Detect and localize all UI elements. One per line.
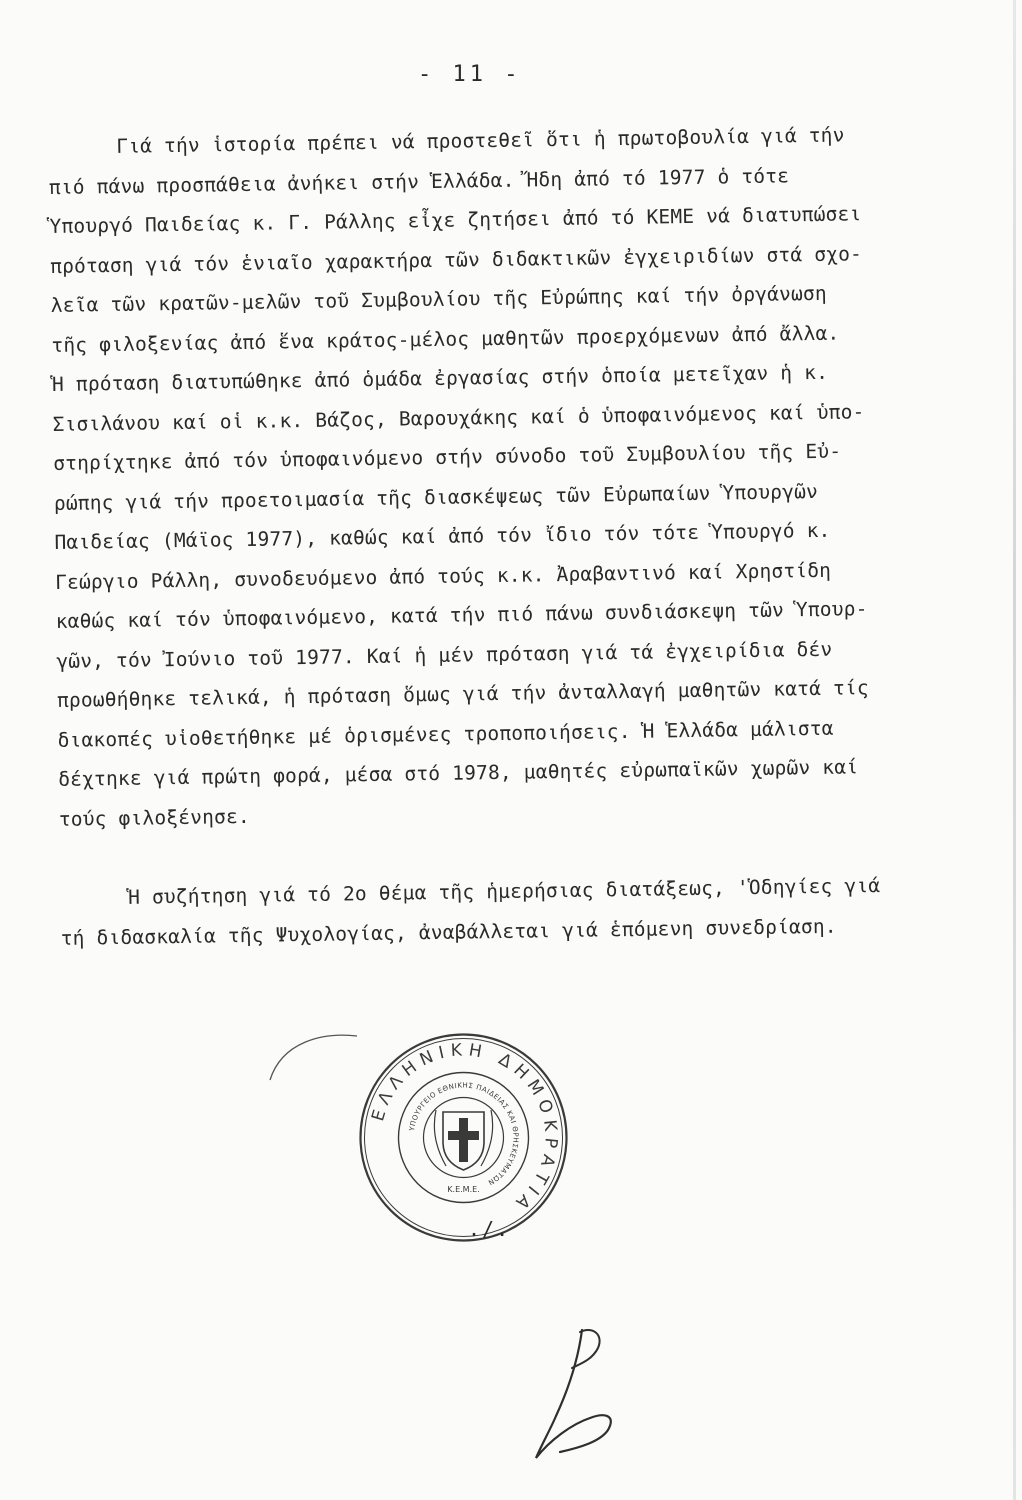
pencil-mark [262, 1030, 362, 1090]
page-number: - 11 - [418, 62, 522, 87]
paragraph-1-line: τούς φιλοξένησε. [58, 804, 251, 831]
paragraph-1-line: διακοπές υἱοθετήθηκε μέ ὁρισμένες τροποποιήσεις. Ἡ Ἑλλάδα μάλιστα [57, 716, 834, 752]
paragraph-1-line: Ἡ πρόταση διατυπώθηκε ἀπό ὁμάδα ἐργασίας στήν ὁποία μετεῖχαν ἡ κ. [51, 360, 829, 396]
coat-of-arms-icon [434, 1110, 492, 1170]
paragraph-1-line: πιό πάνω προσπάθεια ἀνήκει στήν Ἑλλάδα. Ἤδη ἀπό τό 1977 ὁ τότε [48, 163, 790, 199]
signature [520, 1320, 630, 1465]
paragraph-1-line: λεῖα τῶν κρατῶν-μελῶν τοῦ Συμβουλίου τῆς Εὐρώπης καί τήν ὀργάνωση [50, 281, 827, 317]
stamp-bottom-text: Κ.Ε.Μ.Ε. [447, 1185, 480, 1194]
stamp-inner-text: ΥΠΟΥΡΓΕΙΟ ΕΘΝΙΚΗΣ ΠΑΙΔΕΙΑΣ ΚΑΙ ΘΡΗΣΚΕΥΜΑΤΩΝ [407, 1081, 520, 1187]
body-text [48, 114, 979, 958]
paragraph-1-line: πρόταση γιά τόν ἑνιαῖο χαρακτήρα τῶν διδακτικῶν ἐγχειριδίων στά σχο- [49, 241, 863, 278]
paragraph-1-line: στηρίχτηκε ἀπό τόν ὑποφαινόμενο στήν σύνοδο τοῦ Συμβουλίου τῆς Εὐ- [53, 439, 842, 475]
paragraph-1-line: δέχτηκε γιά πρώτη φορά, μέσα στό 1978, μαθητές εὐρωπαϊκῶν χωρῶν καί [58, 755, 859, 791]
paragraph-1-line: Σισιλάνου καί οἱ κ.κ. Βάζος, Βαρουχάκης καί ὁ ὑποφαινόμενος καί ὑπο- [52, 399, 865, 436]
end-mark: ./. [468, 1217, 511, 1241]
paragraph-1-line: Ὑπουργό Παιδείας κ. Γ. Ράλλης εἶχε ζητήσει ἀπό τό ΚΕΜΕ νά διατυπώσει [49, 202, 862, 238]
paragraph-2-line: τή διδασκαλία τῆς Ψυχολογίας, ἀναβάλλεται γιά ἑπόμενη συνεδρίαση. [60, 914, 837, 950]
paragraph-1-line: καθώς καί τόν ὑποφαινόμενο, κατά τήν πιό πάνω συνδιάσκεψη τῶν Ὑπουρ- [55, 597, 868, 633]
paragraph-1-line: Παιδείας (Μάϊος 1977), καθώς καί ἀπό τόν ἴδιο τόν τότε Ὑπουργό κ. [54, 518, 831, 554]
paragraph-1-line: προωθήθηκε τελικά, ἡ πρόταση ὅμως γιά τήν ἀνταλλαγή μαθητῶν κατά τίς [56, 676, 869, 712]
paragraph-2-line: Ἡ συζήτηση γιά τό 2ο θέμα τῆς ἡμερήσιας διατάξεως, 'Ὁδηγίες γιά [127, 874, 881, 909]
paragraph-1-line: γῶν, τόν Ἰούνιο τοῦ 1977. Καί ἡ μέν πρόταση γιά τά ἐγχειρίδια δέν [56, 637, 833, 673]
official-stamp [356, 1030, 571, 1245]
paragraph-1-line: ρώπης γιά τήν προετοιμασία τῆς διασκέψεως τῶν Εὐρωπαίων Ὑπουργῶν [53, 479, 819, 515]
stamp-outer-text: ΕΛΛΗΝΙΚΗ ΔΗΜΟΚΡΑΤΙΑ [368, 1040, 561, 1217]
paragraph-1-line: Γιά τήν ἱστορία πρέπει νά προστεθεῖ ὅτι ἡ πρωτοβουλία γιά τήν [116, 123, 845, 158]
paragraph-1-line: τῆς φιλοξενίας ἀπό ἕνα κράτος-μέλος μαθητῶν προερχόμενων ἀπό ἄλλα. [51, 321, 840, 357]
paragraph-1-line: Γεώργιο Ράλλη, συνοδευόμενο ἀπό τούς κ.κ. Ἀραβαντινό καί Χρηστίδη [54, 558, 832, 594]
